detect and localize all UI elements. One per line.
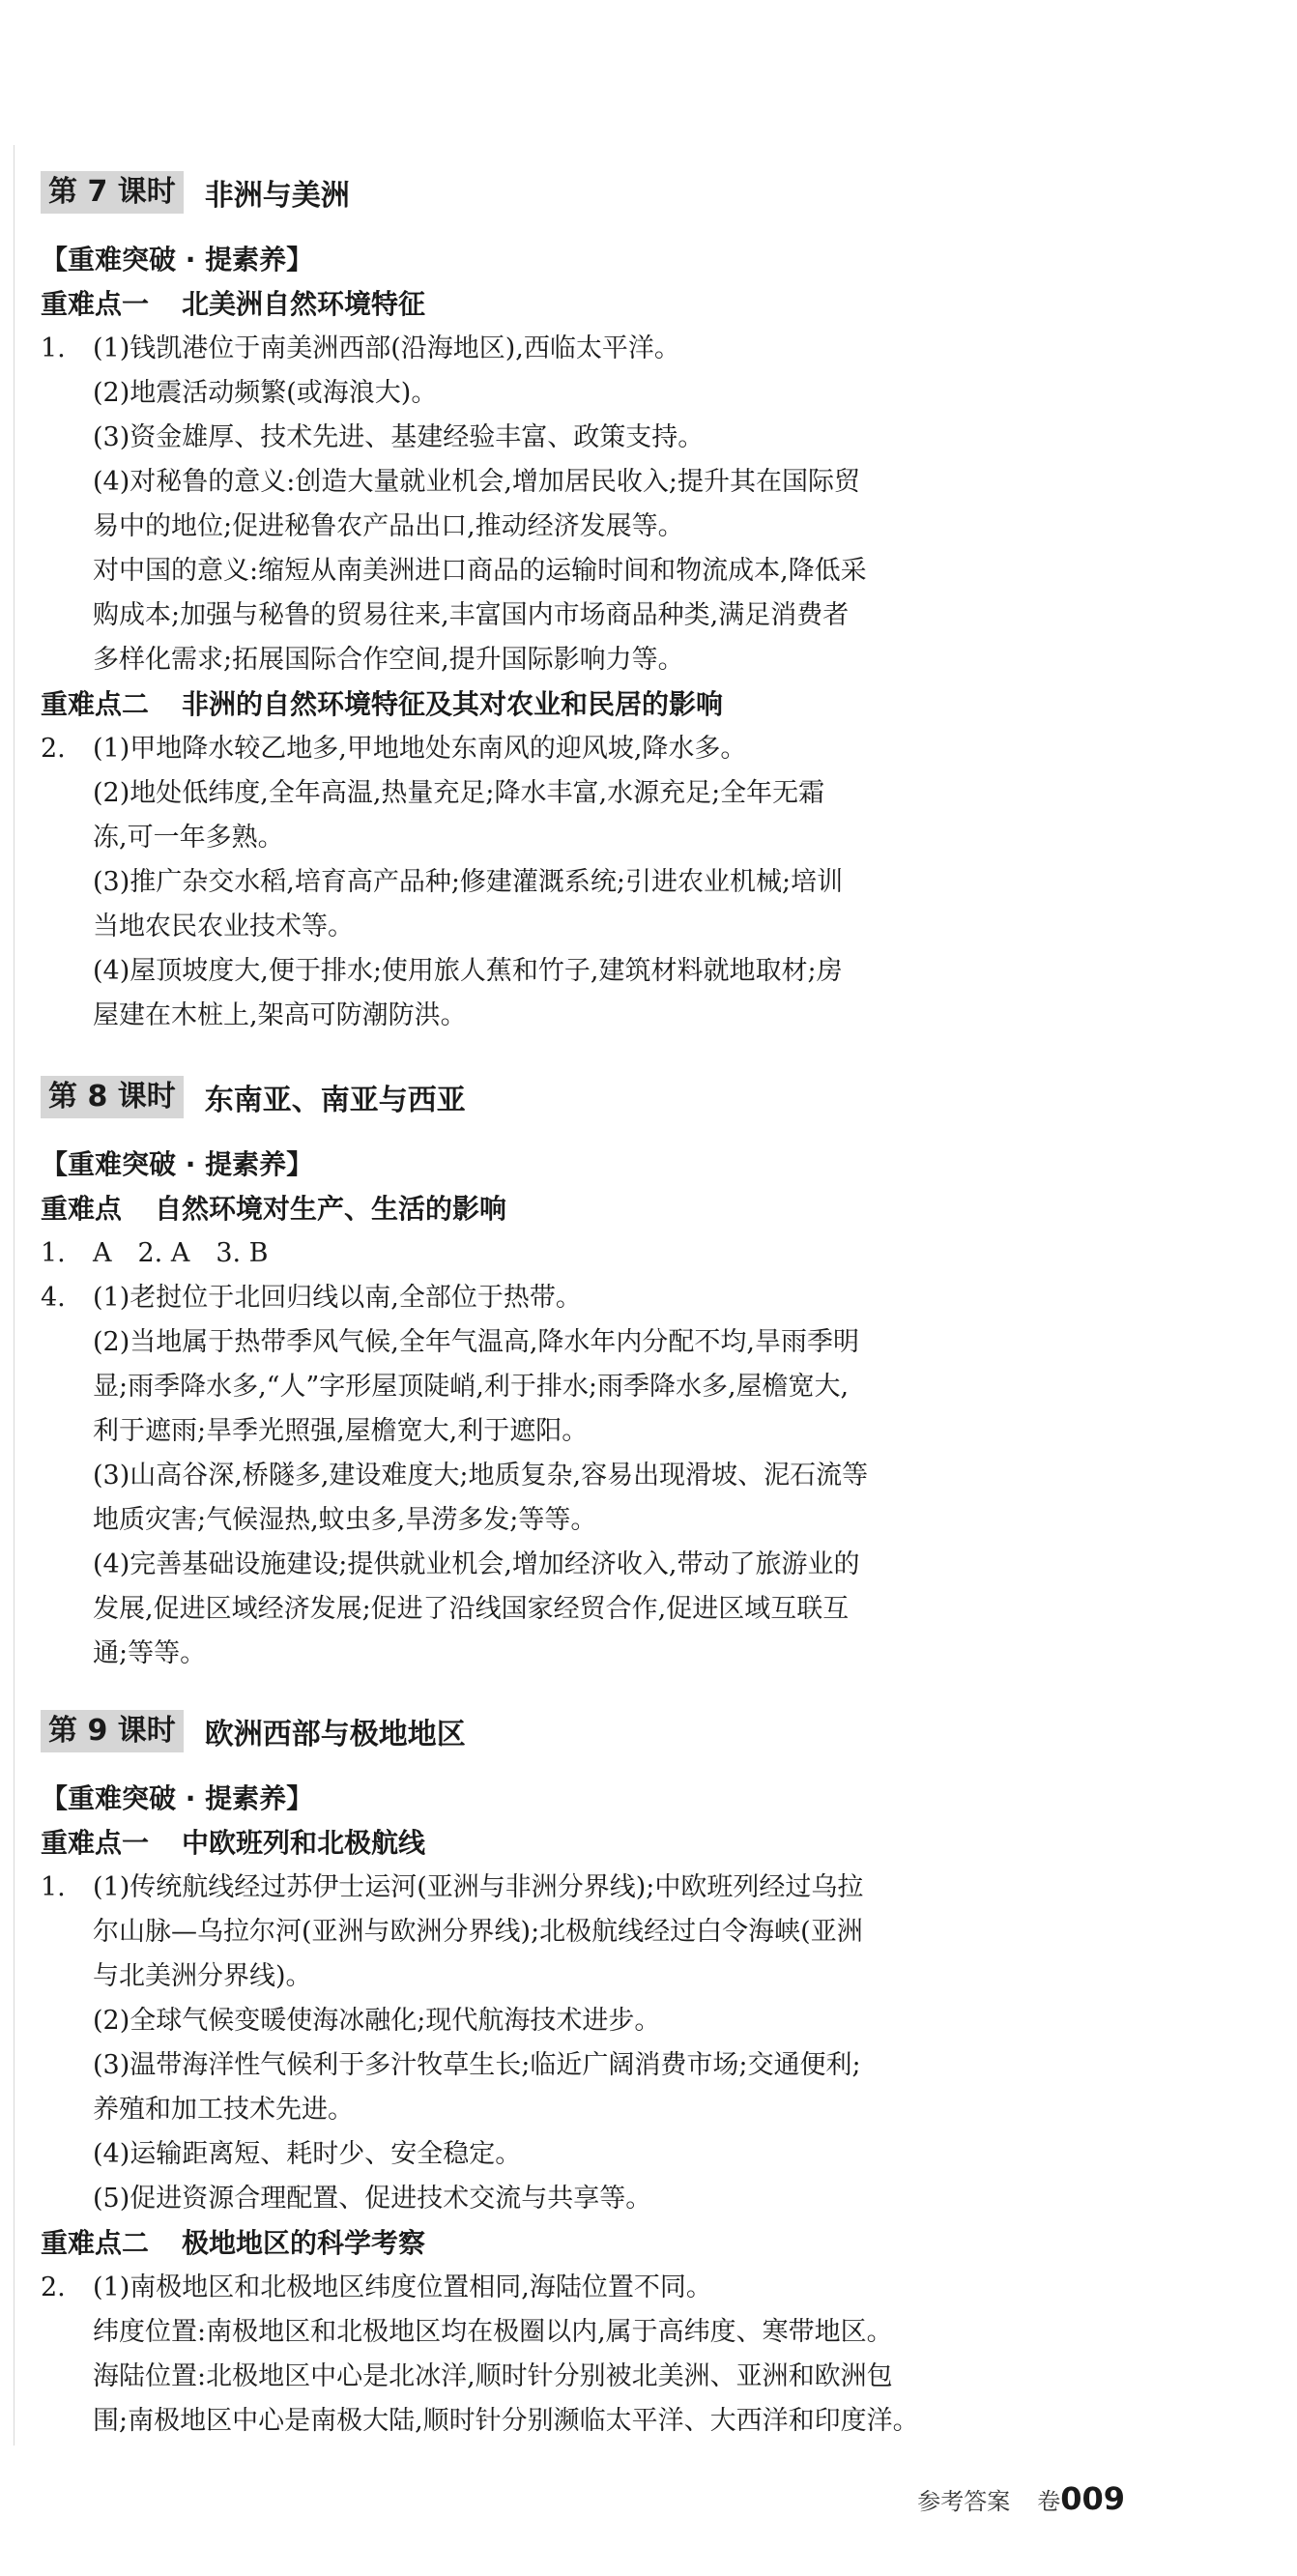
- answer-line: (3)资金雄厚、技术先进、基建经验丰富、政策支持。: [93, 422, 705, 452]
- key-point-heading: [41, 1821, 1133, 1866]
- lesson-9-body: [41, 1777, 1133, 2444]
- answer-line: 通;等等。: [93, 1638, 207, 1668]
- answer-line: 养殖和加工技术先进。: [93, 2095, 354, 2125]
- answer-item: [41, 327, 1133, 682]
- answer-line: 地质灾害;气候湿热,蚊虫多,旱涝多发;等等。: [93, 1505, 597, 1535]
- answer-line: 海陆位置:北极地区中心是北冰洋,顺时针分别被北美洲、亚洲和欧洲包: [93, 2361, 893, 2391]
- key-point-label: 重难点: [41, 1193, 123, 1225]
- answer-line: 易中的地位;促进秘鲁农产品出口,推动经济发展等。: [93, 511, 684, 541]
- key-point-label: 重难点二: [41, 688, 150, 720]
- item-number: 1.: [41, 333, 66, 363]
- answer-line: (2)地处低纬度,全年高温,热量充足;降水丰富,水源充足;全年无霜: [93, 778, 825, 808]
- key-point-name: 非洲的自然环境特征及其对农业和民居的影响: [182, 688, 724, 720]
- key-point-heading: [41, 2221, 1133, 2266]
- key-point-label: 重难点一: [41, 288, 150, 320]
- answer-line: (2)全球气候变暖使海冰融化;现代航海技术进步。: [93, 2006, 661, 2036]
- answer-line: (2)地震活动频繁(或海浪大)。: [93, 378, 438, 408]
- answer-line: (4)运输距离短、耗时少、安全稳定。: [93, 2139, 522, 2169]
- answer-line: (4)完善基础设施建设;提供就业机会,增加经济收入,带动了旅游业的: [93, 1549, 860, 1579]
- key-point-heading: [41, 1187, 1133, 1231]
- answers-label: 参考答案: [917, 2488, 1011, 2515]
- lesson-8-title: [41, 1075, 466, 1119]
- key-point-name: 北美洲自然环境特征: [182, 288, 426, 320]
- answer-item: [41, 727, 1133, 1038]
- answer-item: [41, 1231, 1133, 1276]
- key-point-label: 重难点二: [41, 2227, 150, 2259]
- lesson-tag: 第 8 课时: [41, 1076, 184, 1118]
- lesson-name: 东南亚、南亚与西亚: [204, 1084, 466, 1117]
- answer-line: (5)促进资源合理配置、促进技术交流与共享等。: [93, 2184, 652, 2214]
- answer-line: 纬度位置:南极地区和北极地区均在极圈以内,属于高纬度、寒带地区。: [93, 2317, 893, 2347]
- item-number: 1.: [41, 1238, 66, 1268]
- lesson-tag: 第 7 课时: [41, 171, 184, 214]
- key-point-label: 重难点一: [41, 1827, 150, 1859]
- answer-line: (1)老挝位于北回归线以南,全部位于热带。: [93, 1283, 582, 1313]
- answer-line: 多样化需求;拓展国际合作空间,提升国际影响力等。: [93, 645, 684, 675]
- answer-line: (1)钱凯港位于南美洲西部(沿海地区),西临太平洋。: [93, 333, 680, 363]
- answer-line: (1)传统航线经过苏伊士运河(亚洲与非洲分界线);中欧班列经过乌拉: [93, 1872, 864, 1902]
- answer-line: 购成本;加强与秘鲁的贸易往来,丰富国内市场商品种类,满足消费者: [93, 600, 850, 630]
- section-bracket-heading: 【重难突破 · 提素养】: [41, 244, 314, 275]
- key-point-name: 中欧班列和北极航线: [182, 1827, 426, 1859]
- lesson-7-title: [41, 170, 350, 215]
- answer-line: 当地农民农业技术等。: [93, 912, 354, 941]
- answer-line: (4)屋顶坡度大,便于排水;使用旅人蕉和竹子,建筑材料就地取材;房: [93, 956, 843, 986]
- lesson-7-body: [41, 238, 1133, 1038]
- lesson-name: 欧洲西部与极地地区: [204, 1718, 466, 1751]
- answer-line: 对中国的意义:缩短从南美洲进口商品的运输时间和物流成本,降低采: [93, 556, 867, 586]
- answer-line: 冻,可一年多熟。: [93, 823, 284, 853]
- item-number: 2.: [41, 2272, 66, 2302]
- answer-line: (4)对秘鲁的意义:创造大量就业机会,增加居民收入;提升其在国际贸: [93, 467, 861, 497]
- answer-line: 利于遮雨;旱季光照强,屋檐宽大,利于遮阳。: [93, 1416, 589, 1446]
- key-point-heading: [41, 682, 1133, 727]
- lesson-9-title: [41, 1709, 466, 1753]
- key-point-name: 极地地区的科学考察: [182, 2227, 426, 2259]
- section-bracket-heading: 【重难突破 · 提素养】: [41, 1148, 314, 1180]
- answer-line: (3)温带海洋性气候利于多汁牧草生长;临近广阔消费市场;交通便利;: [93, 2050, 861, 2080]
- lesson-8-body: [41, 1143, 1133, 1676]
- answer-line: 显;雨季降水多,“人”字形屋顶陡峭,利于排水;雨季降水多,屋檐宽大,: [93, 1372, 850, 1402]
- answer-line: 发展,促进区域经济发展;促进了沿线国家经贸合作,促进区域互联互: [93, 1594, 850, 1624]
- item-number: 4.: [41, 1283, 66, 1313]
- answer-line: (3)山高谷深,桥隧多,建设难度大;地质复杂,容易出现滑坡、泥石流等: [93, 1461, 869, 1491]
- answer-item: [41, 1866, 1133, 2221]
- answer-item: [41, 2266, 1133, 2444]
- page-number: 009: [1060, 2480, 1125, 2517]
- answer-line: A 2. A 3. B: [93, 1238, 269, 1268]
- section-bracket-heading: 【重难突破 · 提素养】: [41, 1782, 314, 1814]
- answer-item: [41, 1276, 1133, 1676]
- answer-line: 屋建在木桩上,架高可防潮防洪。: [93, 1000, 467, 1030]
- lesson-name: 非洲与美洲: [204, 179, 350, 213]
- answer-line: 与北美洲分界线)。: [93, 1961, 312, 1991]
- item-number: 1.: [41, 1872, 66, 1902]
- volume-label: 卷: [1037, 2488, 1061, 2515]
- lesson-tag: 第 9 课时: [41, 1710, 184, 1752]
- answer-line: (1)南极地区和北极地区纬度位置相同,海陆位置不同。: [93, 2272, 712, 2302]
- answer-line: (2)当地属于热带季风气候,全年气温高,降水年内分配不均,旱雨季明: [93, 1327, 859, 1357]
- answer-line: 尔山脉—乌拉尔河(亚洲与欧洲分界线);北极航线经过白令海峡(亚洲: [93, 1917, 863, 1947]
- answer-line: (1)甲地降水较乙地多,甲地地处东南风的迎风坡,降水多。: [93, 734, 747, 764]
- answer-line: (3)推广杂交水稻,培育高产品种;修建灌溉系统;引进农业机械;培训: [93, 867, 844, 897]
- key-point-heading: [41, 282, 1133, 327]
- key-point-name: 自然环境对生产、生活的影响: [155, 1193, 507, 1225]
- item-number: 2.: [41, 734, 66, 764]
- answer-line: 围;南极地区中心是南极大陆,顺时针分别濒临太平洋、大西洋和印度洋。: [93, 2406, 919, 2436]
- page-footer: [917, 2480, 1125, 2517]
